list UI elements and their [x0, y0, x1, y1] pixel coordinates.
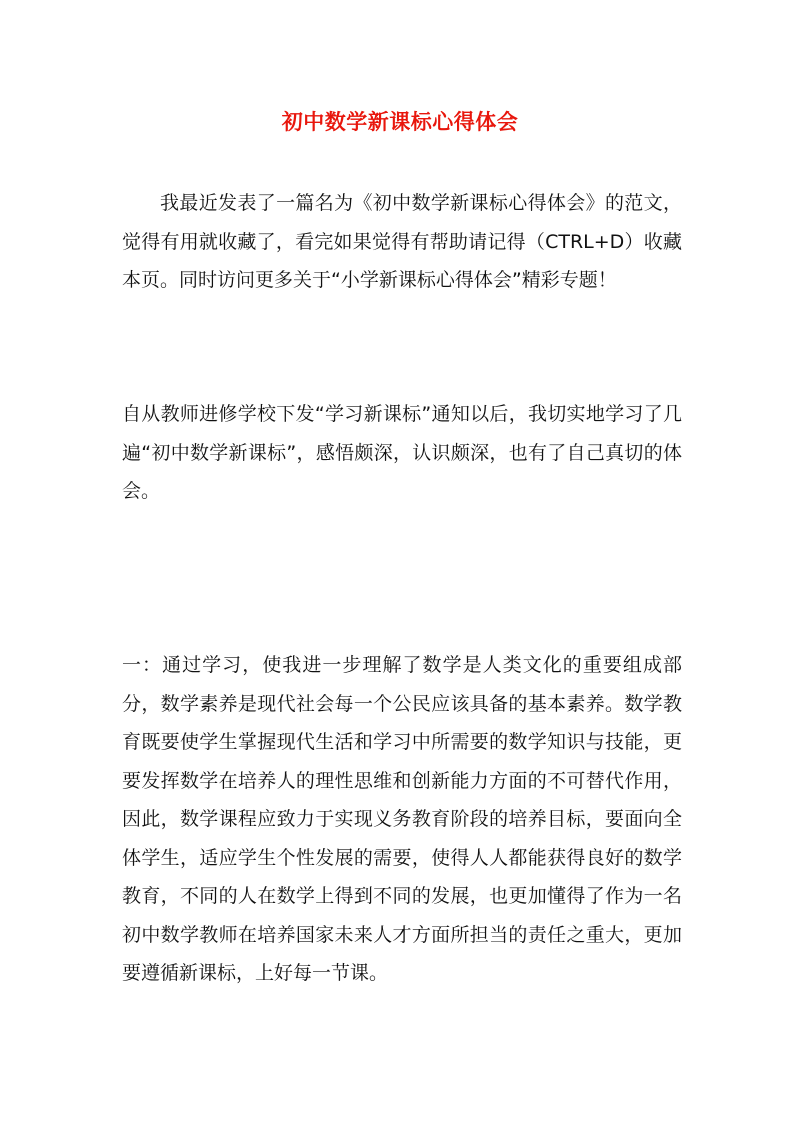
body-paragraph-1: 自从教师进修学校下发“学习新课标”通知以后，我切实地学习了几遍“初中数学新课标”，感悟颇深，认识颇深，也有了自己真切的体会。	[122, 403, 682, 502]
intro-paragraph: 我最近发表了一篇名为《初中数学新课标心得体会》的范文，觉得有用就收藏了，看完如果觉得有帮助请记得（CTRL+D）收藏本页。同时访问更多关于“小学新课标心得体会”精彩专题！	[122, 192, 682, 291]
document-title: 初中数学新课标心得体会	[281, 110, 519, 134]
body-paragraph-2: 一：通过学习，使我进一步理解了数学是人类文化的重要组成部分，数学素养是现代社会每一个公民应该具备的基本素养。数学教育既要使学生掌握现代生活和学习中所需要的数学知识与技能，更要发挥数学在培养人的理性思维和创新能力方面的不可替代作用，因此，数学课程应致力于实现义务教育阶段的培养目标，要面向全体学生，适应学生个性发展的需要，使得人人都能获得良好的数学教育，不同的人在数学上得到不同的发展，也更加懂得了作为一名初中数学教师在培养国家未来人才方面所担当的责任之重大，更加要遵循新课标，上好每一节课。	[122, 654, 682, 984]
